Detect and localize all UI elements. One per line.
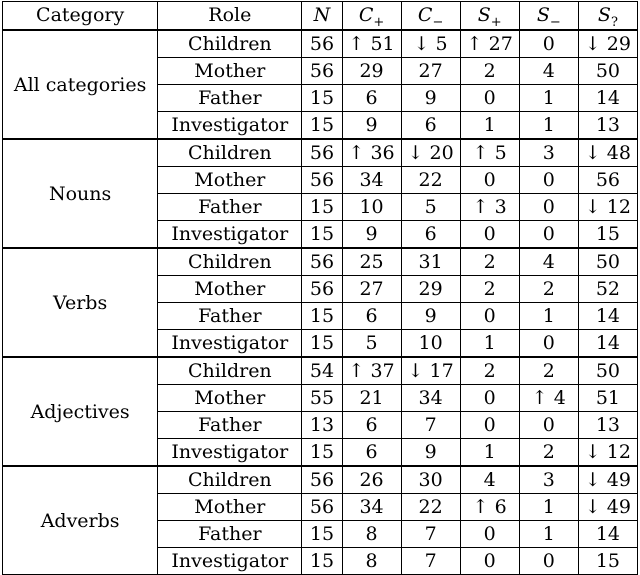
results-table <box>2 1 638 575</box>
value-cell-s-q: 50 <box>578 248 637 276</box>
value-cell-s-plus: 2 <box>460 276 519 303</box>
header-c-minus-sub: − <box>432 14 444 30</box>
value-cell-c-minus: 22 <box>401 167 460 194</box>
header-c-minus-base: C <box>417 4 433 26</box>
header-s-q-base: S <box>597 4 611 26</box>
table-header <box>3 2 638 31</box>
category-cell: Adjectives <box>3 357 158 466</box>
value-cell-n: 56 <box>302 167 342 194</box>
header-s-plus <box>460 2 519 31</box>
value-cell-s-minus: 3 <box>519 139 578 167</box>
value-cell-s-minus: 0 <box>519 194 578 221</box>
value-cell-s-minus: 2 <box>519 439 578 467</box>
value-cell-s-plus: 1 <box>460 439 519 467</box>
table-row <box>3 466 638 494</box>
value-cell-c-plus: 9 <box>342 112 401 140</box>
value-cell-c-minus: 5 <box>401 194 460 221</box>
value-cell-s-plus: 0 <box>460 521 519 548</box>
value-cell-s-q: 56 <box>578 167 637 194</box>
value-cell-s-q: 15 <box>578 221 637 249</box>
value-cell-n: 56 <box>302 466 342 494</box>
value-cell-s-plus: ↑ 5 <box>460 139 519 167</box>
role-cell: Father <box>158 412 302 439</box>
value-cell-n: 56 <box>302 58 342 85</box>
value-cell-s-minus: 0 <box>519 30 578 58</box>
value-cell-s-q: 51 <box>578 385 637 412</box>
value-cell-c-minus: 10 <box>401 330 460 358</box>
role-cell: Investigator <box>158 548 302 575</box>
header-n: N <box>302 2 342 31</box>
value-cell-s-q: 15 <box>578 548 637 575</box>
value-cell-s-minus: 0 <box>519 548 578 575</box>
value-cell-c-plus: 21 <box>342 385 401 412</box>
category-cell: All categories <box>3 30 158 139</box>
category-group <box>3 466 638 575</box>
role-cell: Children <box>158 30 302 58</box>
value-cell-s-q: ↓ 49 <box>578 494 637 521</box>
value-cell-c-plus: 34 <box>342 167 401 194</box>
value-cell-c-minus: 9 <box>401 85 460 112</box>
value-cell-c-plus: 29 <box>342 58 401 85</box>
role-cell: Father <box>158 194 302 221</box>
value-cell-c-plus: 6 <box>342 412 401 439</box>
value-cell-n: 15 <box>302 221 342 249</box>
table-row <box>3 357 638 385</box>
role-cell: Children <box>158 357 302 385</box>
value-cell-s-plus: 0 <box>460 167 519 194</box>
value-cell-s-plus: 1 <box>460 112 519 140</box>
value-cell-c-minus: 29 <box>401 276 460 303</box>
header-s-minus-base: S <box>536 4 550 26</box>
value-cell-s-minus: 4 <box>519 58 578 85</box>
value-cell-s-q: 50 <box>578 58 637 85</box>
value-cell-s-minus: 0 <box>519 330 578 358</box>
value-cell-n: 13 <box>302 412 342 439</box>
value-cell-c-minus: 6 <box>401 112 460 140</box>
value-cell-s-q: 50 <box>578 357 637 385</box>
value-cell-s-minus: 1 <box>519 85 578 112</box>
role-cell: Father <box>158 521 302 548</box>
value-cell-c-plus: 25 <box>342 248 401 276</box>
value-cell-c-plus: 27 <box>342 276 401 303</box>
role-cell: Children <box>158 139 302 167</box>
table-row <box>3 30 638 58</box>
role-cell: Mother <box>158 58 302 85</box>
value-cell-n: 56 <box>302 248 342 276</box>
value-cell-s-q: 13 <box>578 112 637 140</box>
value-cell-s-plus: ↑ 3 <box>460 194 519 221</box>
header-s-q-sub: ? <box>610 14 618 30</box>
value-cell-c-minus: 27 <box>401 58 460 85</box>
value-cell-s-plus: 0 <box>460 548 519 575</box>
value-cell-s-minus: 0 <box>519 412 578 439</box>
value-cell-n: 15 <box>302 303 342 330</box>
value-cell-c-plus: ↑ 51 <box>342 30 401 58</box>
value-cell-s-q: 14 <box>578 521 637 548</box>
header-s-plus-sub: + <box>490 14 502 30</box>
value-cell-c-minus: 7 <box>401 412 460 439</box>
value-cell-c-minus: 7 <box>401 521 460 548</box>
header-s-q <box>578 2 637 31</box>
value-cell-n: 15 <box>302 330 342 358</box>
value-cell-n: 55 <box>302 385 342 412</box>
role-cell: Mother <box>158 385 302 412</box>
value-cell-n: 56 <box>302 276 342 303</box>
header-s-minus-sub: − <box>549 14 561 30</box>
header-c-minus <box>401 2 460 31</box>
value-cell-n: 15 <box>302 439 342 467</box>
value-cell-s-plus: 1 <box>460 330 519 358</box>
value-cell-s-q: 52 <box>578 276 637 303</box>
value-cell-c-minus: 9 <box>401 439 460 467</box>
table-row <box>3 248 638 276</box>
value-cell-c-plus: ↑ 37 <box>342 357 401 385</box>
header-c-plus-sub: + <box>373 14 385 30</box>
value-cell-s-minus: 2 <box>519 357 578 385</box>
value-cell-c-plus: 6 <box>342 303 401 330</box>
category-cell: Adverbs <box>3 466 158 575</box>
value-cell-n: 56 <box>302 30 342 58</box>
value-cell-c-plus: 8 <box>342 548 401 575</box>
value-cell-s-minus: 0 <box>519 167 578 194</box>
value-cell-s-plus: 2 <box>460 357 519 385</box>
header-c-plus-base: C <box>358 4 374 26</box>
value-cell-n: 15 <box>302 521 342 548</box>
value-cell-c-plus: 10 <box>342 194 401 221</box>
value-cell-s-minus: 2 <box>519 276 578 303</box>
category-group <box>3 357 638 466</box>
role-cell: Mother <box>158 494 302 521</box>
category-cell: Verbs <box>3 248 158 357</box>
role-cell: Father <box>158 303 302 330</box>
value-cell-c-plus: 6 <box>342 439 401 467</box>
value-cell-c-plus: 5 <box>342 330 401 358</box>
value-cell-s-plus: 4 <box>460 466 519 494</box>
role-cell: Investigator <box>158 330 302 358</box>
value-cell-c-minus: 34 <box>401 385 460 412</box>
role-cell: Mother <box>158 167 302 194</box>
header-role: Role <box>158 2 302 31</box>
value-cell-s-plus: 0 <box>460 385 519 412</box>
value-cell-s-q: ↓ 29 <box>578 30 637 58</box>
value-cell-s-q: ↓ 49 <box>578 466 637 494</box>
category-group <box>3 248 638 357</box>
value-cell-n: 15 <box>302 112 342 140</box>
table-row <box>3 139 638 167</box>
header-row <box>3 2 638 31</box>
value-cell-c-minus: 22 <box>401 494 460 521</box>
value-cell-c-minus: 9 <box>401 303 460 330</box>
value-cell-n: 15 <box>302 548 342 575</box>
role-cell: Investigator <box>158 439 302 467</box>
value-cell-c-plus: ↑ 36 <box>342 139 401 167</box>
value-cell-c-plus: 34 <box>342 494 401 521</box>
role-cell: Investigator <box>158 221 302 249</box>
role-cell: Mother <box>158 276 302 303</box>
value-cell-s-plus: 2 <box>460 248 519 276</box>
value-cell-s-minus: 1 <box>519 112 578 140</box>
value-cell-c-minus: 30 <box>401 466 460 494</box>
value-cell-s-minus: ↑ 4 <box>519 385 578 412</box>
value-cell-s-minus: 3 <box>519 466 578 494</box>
header-s-plus-base: S <box>477 4 491 26</box>
value-cell-n: 15 <box>302 85 342 112</box>
value-cell-n: 56 <box>302 494 342 521</box>
value-cell-s-minus: 1 <box>519 303 578 330</box>
value-cell-s-minus: 1 <box>519 494 578 521</box>
value-cell-s-minus: 0 <box>519 221 578 249</box>
value-cell-s-plus: 0 <box>460 412 519 439</box>
value-cell-s-q: ↓ 48 <box>578 139 637 167</box>
value-cell-s-q: 14 <box>578 330 637 358</box>
value-cell-c-minus: ↓ 20 <box>401 139 460 167</box>
role-cell: Investigator <box>158 112 302 140</box>
value-cell-s-q: ↓ 12 <box>578 194 637 221</box>
value-cell-c-plus: 26 <box>342 466 401 494</box>
value-cell-s-q: 14 <box>578 85 637 112</box>
value-cell-s-minus: 1 <box>519 521 578 548</box>
role-cell: Children <box>158 248 302 276</box>
value-cell-s-minus: 4 <box>519 248 578 276</box>
value-cell-s-plus: 2 <box>460 58 519 85</box>
role-cell: Children <box>158 466 302 494</box>
value-cell-c-plus: 9 <box>342 221 401 249</box>
header-s-minus <box>519 2 578 31</box>
value-cell-s-plus: ↑ 6 <box>460 494 519 521</box>
value-cell-c-plus: 8 <box>342 521 401 548</box>
category-cell: Nouns <box>3 139 158 248</box>
value-cell-n: 15 <box>302 194 342 221</box>
header-c-plus <box>342 2 401 31</box>
value-cell-c-minus: ↓ 5 <box>401 30 460 58</box>
value-cell-c-minus: 6 <box>401 221 460 249</box>
role-cell: Father <box>158 85 302 112</box>
value-cell-c-minus: 7 <box>401 548 460 575</box>
category-group <box>3 139 638 248</box>
category-group <box>3 30 638 139</box>
value-cell-s-plus: ↑ 27 <box>460 30 519 58</box>
value-cell-c-minus: 31 <box>401 248 460 276</box>
value-cell-s-q: ↓ 12 <box>578 439 637 467</box>
value-cell-s-plus: 0 <box>460 303 519 330</box>
value-cell-s-q: 13 <box>578 412 637 439</box>
value-cell-n: 54 <box>302 357 342 385</box>
value-cell-s-plus: 0 <box>460 221 519 249</box>
value-cell-n: 56 <box>302 139 342 167</box>
value-cell-s-q: 14 <box>578 303 637 330</box>
value-cell-c-minus: ↓ 17 <box>401 357 460 385</box>
header-category: Category <box>3 2 158 31</box>
value-cell-c-plus: 6 <box>342 85 401 112</box>
value-cell-s-plus: 0 <box>460 85 519 112</box>
